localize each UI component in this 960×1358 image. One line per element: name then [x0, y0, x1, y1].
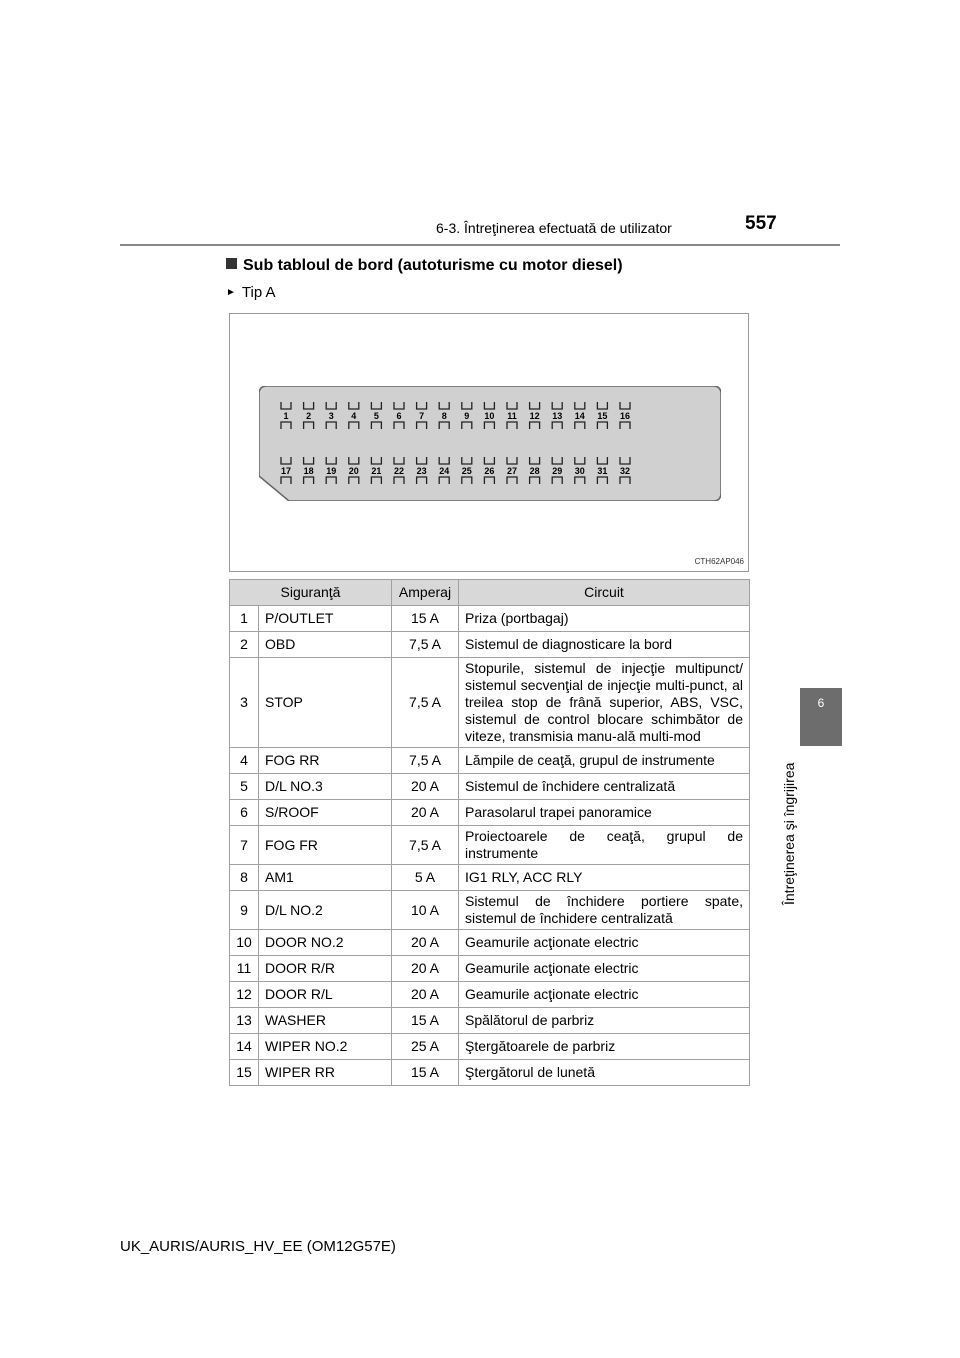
fuse-slot-number: 32 [619, 466, 631, 476]
circuit-cell: Ştergătoarele de parbriz [459, 1034, 750, 1060]
column-header-circuit: Circuit [459, 580, 750, 606]
table-row [230, 748, 750, 774]
fuse-name-cell: D/L NO.2 [259, 891, 392, 930]
circuit-cell: Geamurile acţionate electric [459, 982, 750, 1008]
amperage-cell: 7,5 A [392, 826, 459, 865]
amperage-cell: 20 A [392, 800, 459, 826]
amperage-cell: 5 A [392, 865, 459, 891]
fuse-name-cell: D/L NO.3 [259, 774, 392, 800]
fuse-number-cell: 12 [230, 982, 259, 1008]
amperage-cell: 7,5 A [392, 632, 459, 658]
fuse-slot-number: 21 [371, 466, 382, 476]
fuse-name-cell: DOOR R/L [259, 982, 392, 1008]
fuse-slot-number: 12 [529, 411, 540, 421]
fuse-slot-number: 30 [574, 466, 585, 476]
circuit-cell: Ştergătorul de lunetă [459, 1060, 750, 1086]
fuse-name-cell: P/OUTLET [259, 606, 392, 632]
fuse-slot-number: 17 [280, 466, 292, 476]
chapter-tab [800, 688, 842, 746]
fuse-slot-number: 9 [464, 411, 470, 421]
fuse-slot-number: 5 [373, 411, 379, 421]
fuse-slot-number: 22 [393, 466, 405, 476]
circuit-cell: Priza (portbagaj) [459, 606, 750, 632]
table-row [230, 632, 750, 658]
fuse-number-cell: 3 [230, 658, 259, 748]
fuse-name-cell: STOP [259, 658, 392, 748]
fuse-name-cell: WIPER NO.2 [259, 1034, 392, 1060]
fuse-box-illustration [259, 386, 721, 501]
fuse-slot-number: 10 [484, 411, 495, 421]
fuse-number-cell: 11 [230, 956, 259, 982]
fuse-slot-number: 27 [506, 466, 518, 476]
fuse-name-cell: WIPER RR [259, 1060, 392, 1086]
circuit-cell: Stopurile, sistemul de injecţie multipunct/ sistemul secvenţial de injecţie multi-punct, al treilea stop de frână superior, ABS, VSC, sistemul de control blocare schimbător de viteze, transmisia manu-ală multi-mod [459, 658, 750, 748]
header-divider [120, 244, 840, 246]
fuse-slot-number: 26 [484, 466, 495, 476]
circuit-cell: Geamurile acţionate electric [459, 956, 750, 982]
fuse-number-cell: 5 [230, 774, 259, 800]
fuse-number-cell: 1 [230, 606, 259, 632]
fuse-slot-number: 11 [507, 411, 517, 421]
circuit-cell: Sistemul de închidere portiere spate, sistemul de închidere centralizată [459, 891, 750, 930]
fuse-name-cell: FOG FR [259, 826, 392, 865]
table-row [230, 1034, 750, 1060]
column-header-fuse: Siguranţă [230, 580, 392, 606]
amperage-cell: 15 A [392, 1060, 459, 1086]
chapter-label: Întreţinerea şi îngrijirea [781, 762, 797, 905]
table-row [230, 982, 750, 1008]
fuse-slot-number: 19 [326, 466, 337, 476]
fuse-number-cell: 14 [230, 1034, 259, 1060]
subsection-heading-text: Tip A [241, 284, 276, 301]
triangle-arrow-icon: ► [226, 287, 236, 298]
amperage-cell: 7,5 A [392, 658, 459, 748]
fuse-box-diagram [229, 313, 749, 572]
fuse-slot-number: 7 [419, 411, 425, 421]
fuse-slot-number: 16 [619, 411, 631, 421]
fuse-number-cell: 10 [230, 930, 259, 956]
fuse-slot-number: 23 [416, 466, 427, 476]
fuse-number-cell: 8 [230, 865, 259, 891]
fuse-name-cell: DOOR R/R [259, 956, 392, 982]
amperage-cell: 25 A [392, 1034, 459, 1060]
fuse-number-cell: 15 [230, 1060, 259, 1086]
section-heading [226, 257, 623, 275]
circuit-cell: Parasolarul trapei panoramice [459, 800, 750, 826]
fuse-name-cell: S/ROOF [259, 800, 392, 826]
fuse-slot-number: 28 [529, 466, 540, 476]
amperage-cell: 20 A [392, 930, 459, 956]
table-row [230, 774, 750, 800]
circuit-cell: Geamurile acţionate electric [459, 930, 750, 956]
amperage-cell: 20 A [392, 982, 459, 1008]
table-row [230, 1060, 750, 1086]
fuse-number-cell: 9 [230, 891, 259, 930]
fuse-name-cell: AM1 [259, 865, 392, 891]
fuse-name-cell: WASHER [259, 1008, 392, 1034]
page-number: 557 [745, 213, 777, 234]
fuse-name-cell: OBD [259, 632, 392, 658]
fuse-slot-number: 15 [597, 411, 608, 421]
document-footer: UK_AURIS/AURIS_HV_EE (OM12G57E) [120, 1238, 396, 1255]
table-row [230, 956, 750, 982]
header-section-title: 6-3. Întreţinerea efectuată de utilizator [436, 220, 672, 236]
amperage-cell: 7,5 A [392, 748, 459, 774]
table-row [230, 658, 750, 748]
table-row [230, 891, 750, 930]
circuit-cell: IG1 RLY, ACC RLY [459, 865, 750, 891]
fuse-name-cell: FOG RR [259, 748, 392, 774]
fuse-number-cell: 6 [230, 800, 259, 826]
circuit-cell: Proiectoarele de ceaţă, grupul de instrumente [459, 826, 750, 865]
fuse-slot-number: 13 [552, 411, 563, 421]
fuse-number-cell: 2 [230, 632, 259, 658]
table-row [230, 826, 750, 865]
fuse-slot-number: 14 [574, 411, 585, 421]
table-header-row [230, 580, 750, 606]
fuse-table [229, 579, 750, 1086]
table-row [230, 800, 750, 826]
fuse-slot-number: 4 [351, 411, 357, 421]
column-header-amperage: Amperaj [392, 580, 459, 606]
chapter-number: 6 [817, 696, 825, 710]
fuse-slot-number: 3 [328, 411, 334, 421]
fuse-slot-number: 6 [396, 411, 402, 421]
circuit-cell: Spălătorul de parbriz [459, 1008, 750, 1034]
amperage-cell: 20 A [392, 774, 459, 800]
amperage-cell: 20 A [392, 956, 459, 982]
amperage-cell: 15 A [392, 606, 459, 632]
fuse-name-cell: DOOR NO.2 [259, 930, 392, 956]
fuse-slot-number: 29 [552, 466, 563, 476]
figure-code: CTH62AP046 [694, 557, 744, 566]
table-row [230, 606, 750, 632]
circuit-cell: Sistemul de diagnosticare la bord [459, 632, 750, 658]
section-heading-text: Sub tabloul de bord (autoturisme cu motor diesel) [243, 257, 623, 274]
circuit-cell: Sistemul de închidere centralizată [459, 774, 750, 800]
amperage-cell: 10 A [392, 891, 459, 930]
fuse-slot-number: 20 [348, 466, 359, 476]
fuse-slot-number: 25 [461, 466, 472, 476]
subsection-heading [226, 284, 276, 301]
fuse-slot-number: 8 [441, 411, 447, 421]
fuse-number-cell: 7 [230, 826, 259, 865]
circuit-cell: Lămpile de ceaţă, grupul de instrumente [459, 748, 750, 774]
fuse-slot-number: 2 [306, 411, 312, 421]
fuse-slot-number: 24 [439, 466, 450, 476]
table-row [230, 930, 750, 956]
fuse-slot-number: 31 [597, 466, 608, 476]
fuse-slot-number: 1 [283, 411, 289, 421]
fuse-slot-number: 18 [303, 466, 314, 476]
square-bullet-icon [226, 258, 237, 269]
table-row [230, 865, 750, 891]
amperage-cell: 15 A [392, 1008, 459, 1034]
fuse-number-cell: 13 [230, 1008, 259, 1034]
table-row [230, 1008, 750, 1034]
fuse-number-cell: 4 [230, 748, 259, 774]
